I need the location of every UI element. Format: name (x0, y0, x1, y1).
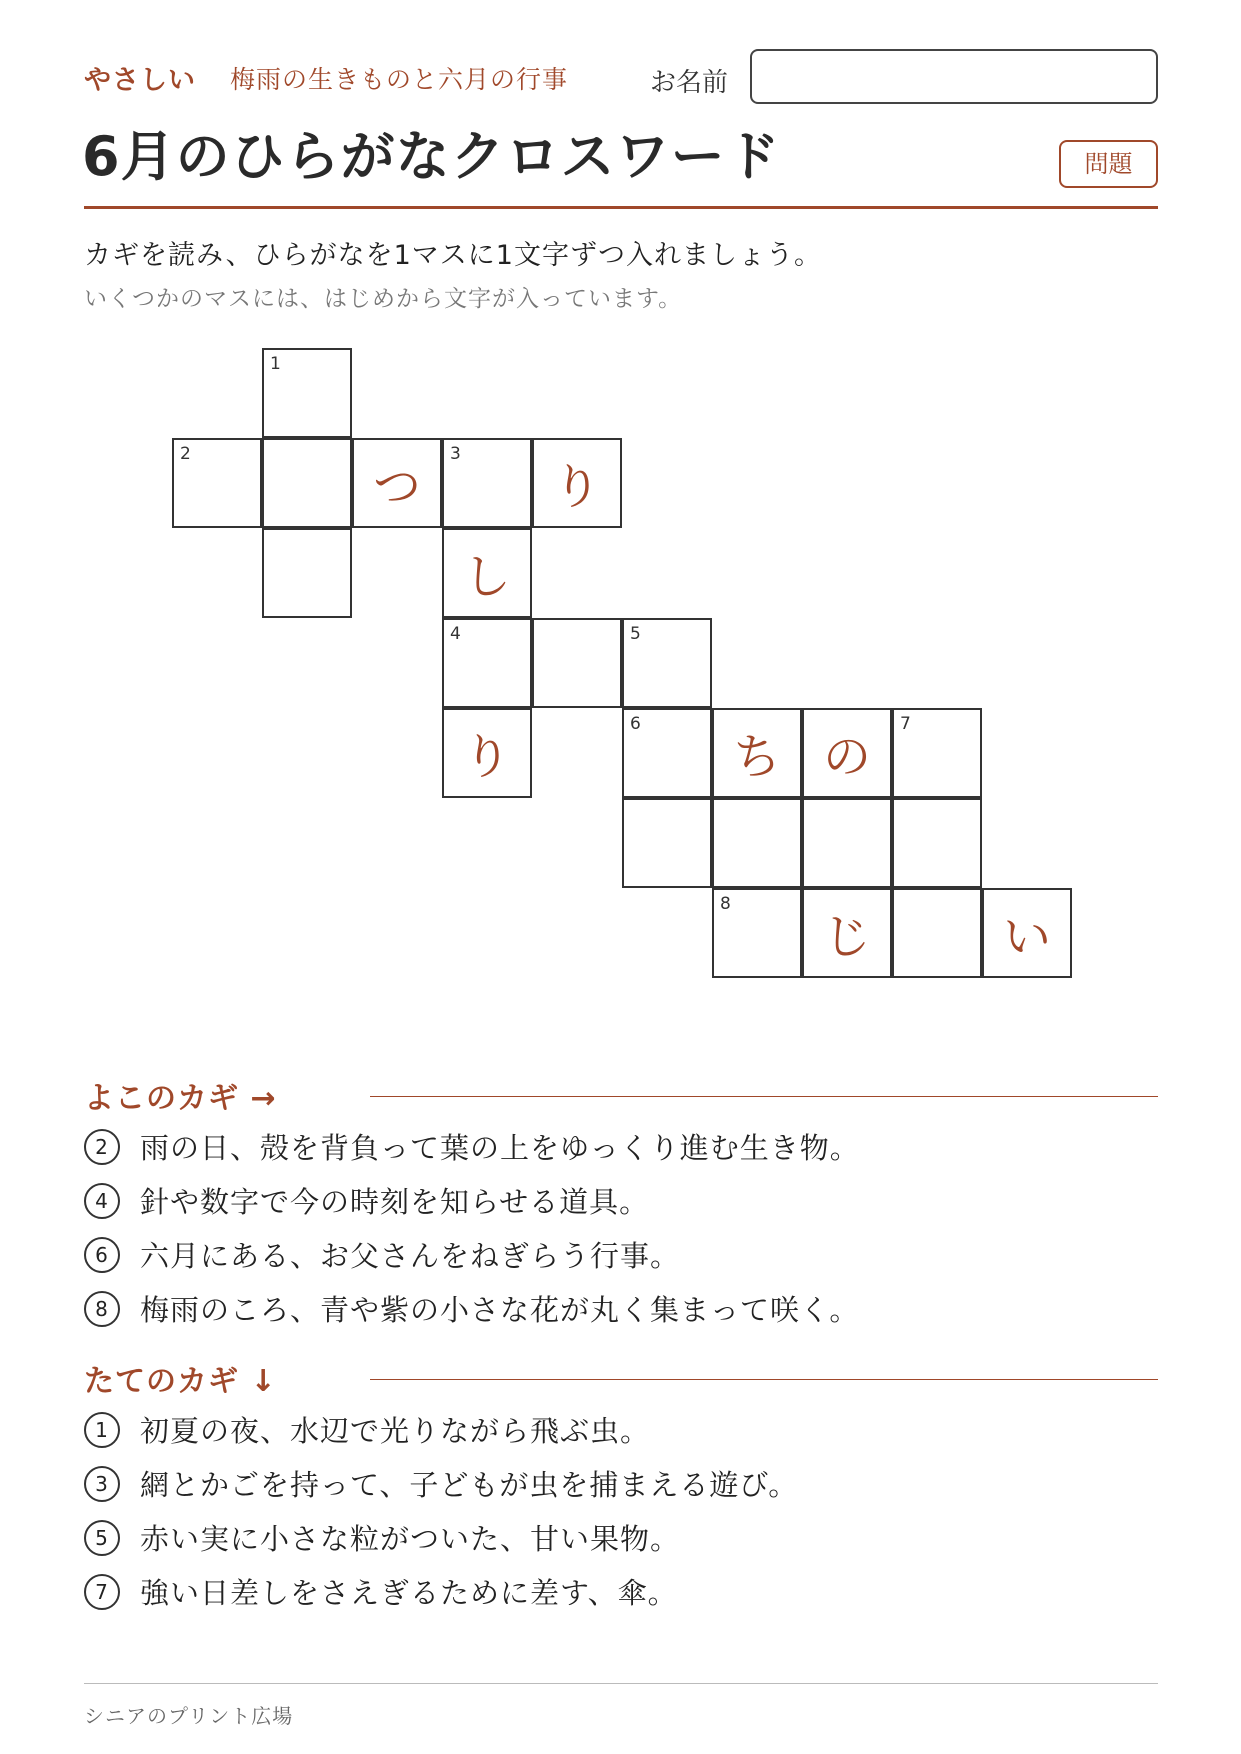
grid-cell (802, 888, 892, 978)
clue-number-badge: 3 (84, 1466, 120, 1502)
across-divider (370, 1096, 1158, 1097)
across-clue (84, 1288, 859, 1328)
given-letter: い (1002, 909, 1051, 965)
grid-cell (802, 708, 892, 798)
down-clue (84, 1463, 798, 1503)
clue-text: 初夏の夜、水辺で光りながら飛ぶ虫。 (140, 1414, 651, 1448)
clue-text: 六月にある、お父さんをねぎらう行事。 (140, 1239, 681, 1273)
clue-number-badge: 6 (84, 1237, 120, 1273)
theme-label: 梅雨の生きものと六月の行事 (230, 65, 569, 94)
instructions-sub: いくつかのマスには、はじめから文字が入っています。 (84, 286, 683, 312)
grid-cell[interactable] (622, 708, 712, 798)
across-heading: よこのカギ → (84, 1081, 277, 1116)
title-divider (84, 206, 1158, 209)
grid-cell[interactable] (532, 618, 622, 708)
clue-text: 網とかごを持って、子どもが虫を捕まえる遊び。 (140, 1468, 799, 1502)
grid-cell[interactable] (892, 798, 982, 888)
given-letter: り (462, 729, 511, 785)
clue-text: 赤い実に小さな粒がついた、甘い果物。 (140, 1522, 681, 1556)
grid-cell (532, 438, 622, 528)
cell-number: 5 (630, 624, 641, 644)
given-letter: し (462, 549, 511, 605)
grid-cell (442, 528, 532, 618)
down-clue (84, 1409, 650, 1449)
clue-text: 梅雨のころ、青や紫の小さな花が丸く集まって咲く。 (140, 1293, 860, 1327)
down-heading: たてのカギ ↓ (84, 1364, 277, 1399)
down-clue (84, 1571, 678, 1611)
given-letter: ち (732, 729, 781, 785)
grid-cell[interactable] (892, 888, 982, 978)
grid-cell[interactable] (712, 798, 802, 888)
clue-text: 強い日差しをさえぎるために差す、傘。 (140, 1576, 678, 1610)
name-label: お名前 (650, 68, 729, 98)
across-clue (84, 1180, 649, 1220)
clue-number-badge: 5 (84, 1520, 120, 1556)
down-clue (84, 1517, 680, 1557)
cell-number: 4 (450, 624, 461, 644)
cell-number: 2 (180, 444, 191, 464)
difficulty-label: やさしい (84, 65, 196, 96)
clue-number-badge: 7 (84, 1574, 120, 1610)
grid-cell[interactable] (262, 528, 352, 618)
footer-divider (84, 1683, 1158, 1684)
given-letter: の (822, 729, 871, 785)
grid-cell[interactable] (802, 798, 892, 888)
page-title: 6月のひらがなクロスワード (82, 125, 781, 188)
grid-cell[interactable] (262, 438, 352, 528)
grid-cell[interactable] (172, 438, 262, 528)
grid-cell (442, 708, 532, 798)
grid-cell (352, 438, 442, 528)
problem-badge: 問題 (1059, 140, 1158, 188)
given-letter: り (552, 459, 601, 515)
given-letter: つ (372, 459, 421, 515)
instructions-main: カギを読み、ひらがなを1マスに1文字ずつ入れましょう。 (84, 240, 822, 271)
clue-text: 雨の日、殻を背負って葉の上をゆっくり進む生き物。 (140, 1131, 860, 1165)
cell-number: 8 (720, 894, 731, 914)
grid-cell[interactable] (262, 348, 352, 438)
across-clue (84, 1234, 680, 1274)
clue-text: 針や数字で今の時刻を知らせる道具。 (140, 1185, 650, 1219)
name-field[interactable] (750, 49, 1158, 104)
clue-number-badge: 4 (84, 1183, 120, 1219)
cell-number: 7 (900, 714, 911, 734)
given-letter: じ (822, 909, 871, 965)
grid-cell[interactable] (442, 618, 532, 708)
clue-number-badge: 8 (84, 1291, 120, 1327)
clue-number-badge: 2 (84, 1129, 120, 1165)
across-clue (84, 1126, 860, 1166)
grid-cell (982, 888, 1072, 978)
grid-cell[interactable] (622, 618, 712, 708)
cell-number: 1 (270, 354, 281, 374)
clue-number-badge: 1 (84, 1412, 120, 1448)
grid-cell[interactable] (442, 438, 532, 528)
grid-cell (712, 708, 802, 798)
grid-cell[interactable] (622, 798, 712, 888)
footer-text: シニアのプリント広場 (84, 1704, 294, 1728)
grid-cell[interactable] (892, 708, 982, 798)
grid-cell[interactable] (712, 888, 802, 978)
cell-number: 3 (450, 444, 461, 464)
down-divider (370, 1379, 1158, 1380)
cell-number: 6 (630, 714, 641, 734)
